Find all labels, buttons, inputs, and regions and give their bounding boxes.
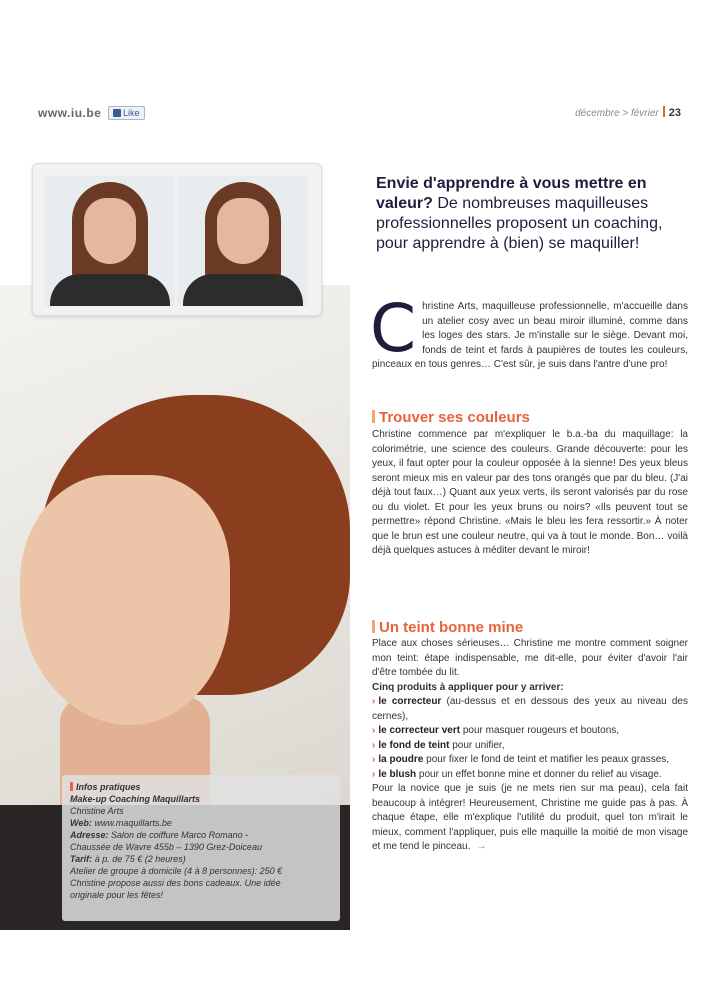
info-tarif: à p. de 75 € (2 heures) [94,854,186,864]
practical-info-box [62,775,340,921]
chevron-right-icon: › [372,754,376,765]
list-item: › la poudre pour fixer le fond de teint et matifier les peaux grasses, [372,753,688,768]
info-address-1: Salon de coiffure Marco Romano - [111,830,249,840]
lead-paragraph [370,290,688,373]
product-list-title: Cinq produits à appliquer pour y arriver: [372,681,564,693]
chevron-right-icon: › [372,768,376,780]
info-address-2: Chaussée de Wavre 455b – 1390 Grez-Doiceau [70,842,262,852]
intro-question: Envie d'apprendre à vous mettre en valeur? [376,175,647,212]
issue-info [575,106,681,119]
arrow-right-icon: → [476,841,487,852]
section2-title: Un teint bonne mine [379,619,524,636]
heading-marker [372,410,375,423]
section2-body [372,637,688,855]
section-heading-complexion [372,619,523,636]
like-button[interactable] [108,106,145,120]
issue-months: décembre > février [575,108,659,119]
web-label: Web: [70,818,92,828]
section1-paragraph: Christine commence par m'expliquer le b.a.-ba du maquillage: la colorimétrie, une science des couleurs. Grande découverte: pour les yeux, il faut opter pour la couleur opposée à la sienne! Des yeux bleus seront mieux mis en valeur par des tons orangés que par du bleu. (J'ai déjà tout faux…) Quant aux yeux verts, ils seront valorisés par du rose ou du violet. Et pour les yeux bruns ou noirs? «Ils peuvent tout se permettre» répond Christine. «Mais le bleu les fera ressortir.» À noter que le brun est une couleur neutre, qui va à tout le monde. Bon… voilà déjà quelques astuces à méditer devant le miroir! [372,429,688,556]
info-gift-2: originale pour les fêtes! [70,890,164,900]
like-label: Like [123,108,140,118]
portrait-before-photo [44,176,175,306]
before-after-photos [32,163,322,316]
info-website[interactable]: www.maquillarts.be [94,818,172,828]
dropcap: C [370,290,417,367]
intro-text: De nombreuses maquilleuses professionnelles proposent un coaching, pour apprendre à (bien) se maquiller! [376,195,663,252]
article-intro [376,174,676,254]
list-item: › le correcteur vert pour masquer rougeurs et boutons, [372,724,688,739]
address-label: Adresse: [70,830,109,840]
section2-paragraph: Place aux choses sérieuses… Christine me montre comment soigner mon teint: étape indispensable, me dit-elle, pour éviter d'avoir l'air d'être tombée du lit. [372,638,688,678]
info-name: Make-up Coaching Maquillarts [70,794,201,804]
chevron-right-icon: › [372,725,376,736]
section-heading-colors [372,409,530,426]
info-group: Atelier de groupe à domicile (4 à 8 personnes): 250 € [70,866,283,876]
lead-text: hristine Arts, maquilleuse professionnelle, m'accueille dans un atelier cosy avec un beau miroir illuminé, comme dans les loges des stars. Je m'installe sur le siège. Devant moi, fonds de teint et fards à paupières de toutes les couleurs, pinceaux en tous genres… C'est sûr, je suis dans l'antre d'une pro! [372,301,688,370]
list-item: › le correcteur (au-dessus et en dessous des yeux au niveau des cernes), [372,696,688,722]
info-title: Infos pratiques [76,782,141,792]
list-item: › le blush pour un effet bonne mine et donner du relief au visage. [372,768,688,783]
thumbs-up-icon [113,109,121,117]
heading-marker [372,620,375,633]
section1-title: Trouver ses couleurs [379,409,530,426]
section-marker [70,782,73,791]
tarif-label: Tarif: [70,854,93,864]
page-number: 23 [668,107,681,119]
closing-paragraph: Pour la novice que je suis (je ne mets rien sur ma peau), cela fait beaucoup à intégrer! Heureusement, Christine me guide pas à pas. À chaque étape, elle m'explique l'utilité du produit, quel ton m'irait le mieux, comment l'appliquer, puis elle maquille la moitié de mon visage et me tend le pinceau. → [372,783,688,852]
info-gift-1: Christine propose aussi des bons cadeaux. Une idée [70,878,281,888]
info-person: Christine Arts [70,806,124,816]
list-item: › le fond de teint pour unifier, [372,739,688,754]
chevron-right-icon: › [372,696,376,707]
chevron-right-icon: › [372,739,376,751]
site-url[interactable]: www.iu.be [38,106,102,120]
separator [663,106,665,117]
portrait-after-photo [177,176,308,306]
page-header [38,106,681,126]
